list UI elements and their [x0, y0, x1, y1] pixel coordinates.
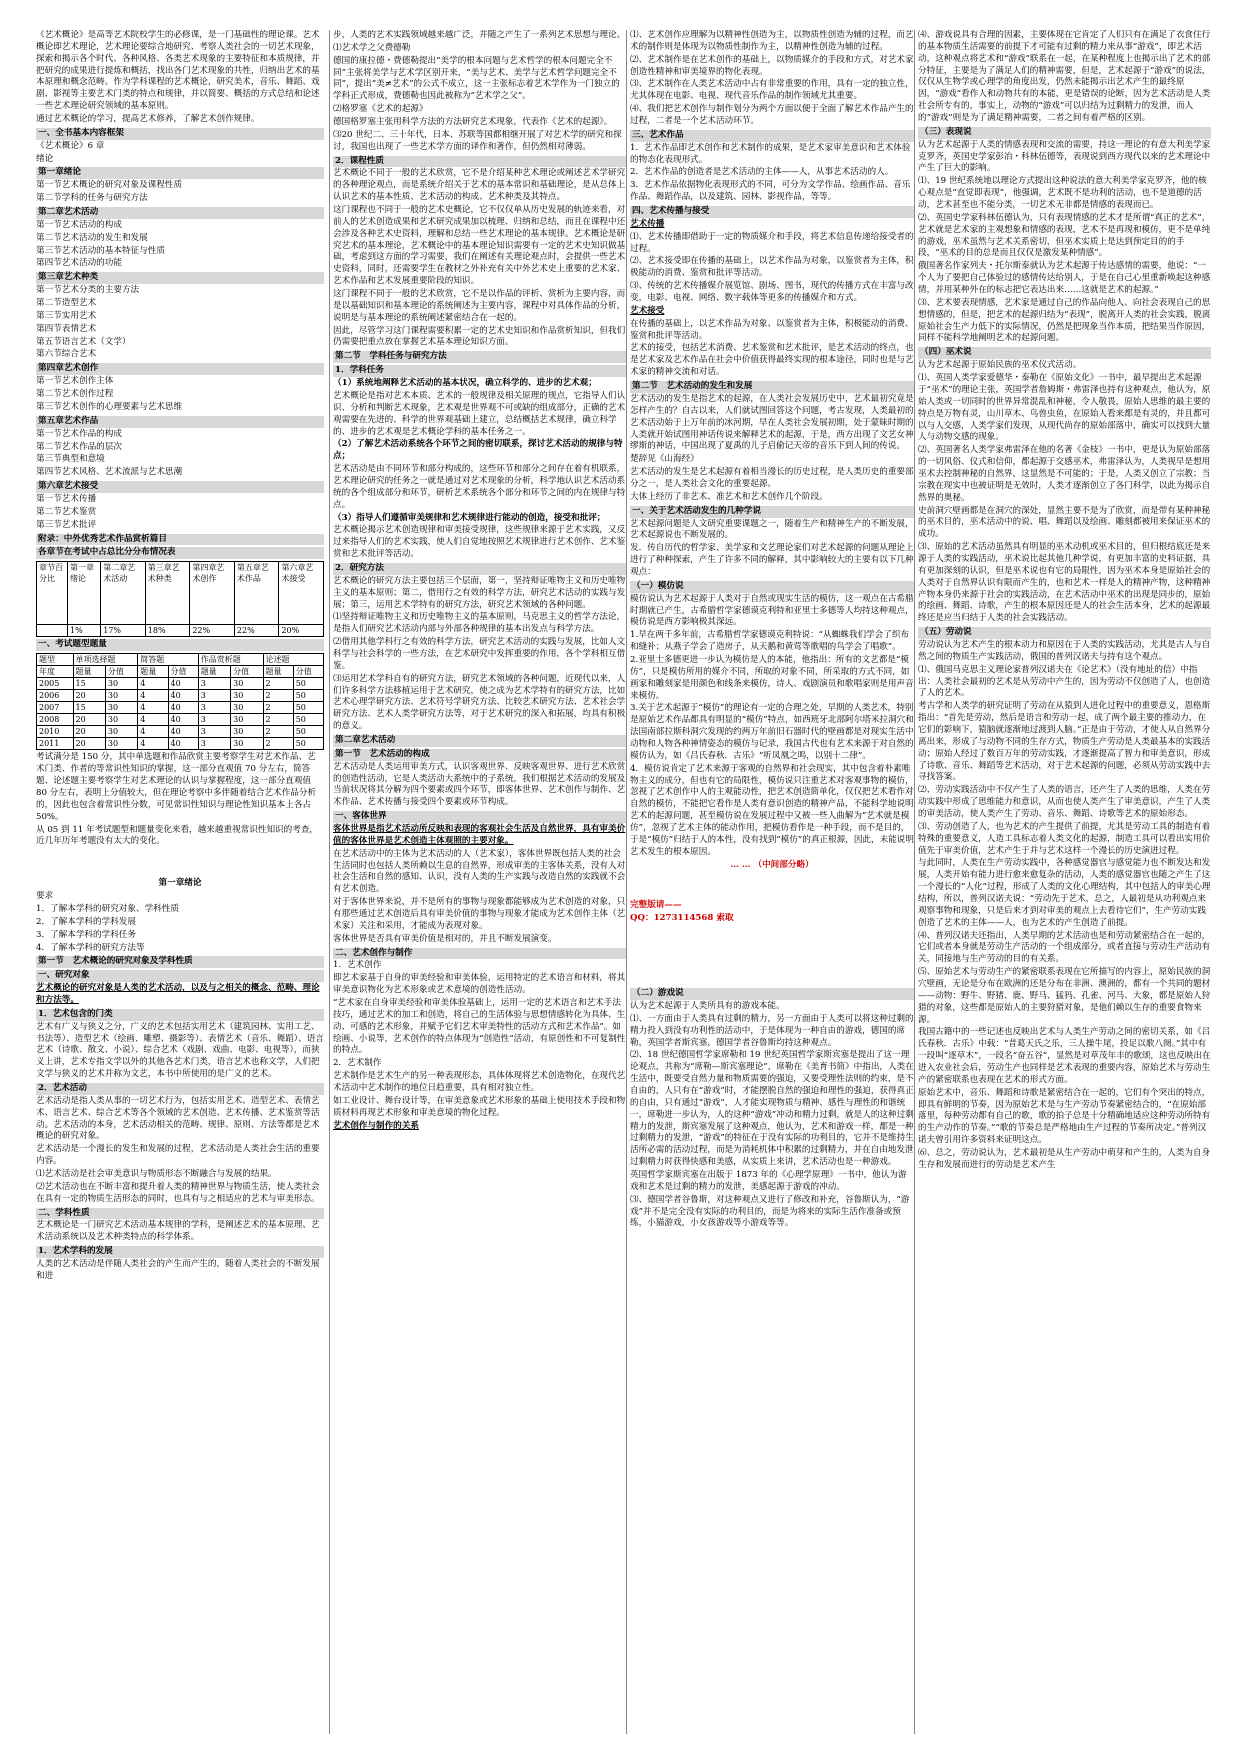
contact-line-2: QQ：1273114568 索取: [630, 913, 734, 924]
paragraph: 2.亚里士多德更进一步认为模仿是人的本能，他指出：所有的文艺都是“模仿”，只是模仿所用的媒介不同，所取的对象不同，所采取的方式不同，如画家和雕刻家是用颜色和线条来模仿，诗人、戏剧演员和歌唱家则是用声音来模仿。: [630, 654, 914, 701]
table-header-cell: 单项选择题: [73, 654, 138, 666]
table-header-cell: 分值: [105, 666, 137, 678]
table-cell: 40: [168, 702, 198, 714]
table-cell: 40: [168, 690, 198, 702]
table-cell: 2007: [37, 702, 74, 714]
subsection-heading: 艺术创作与制作的关系: [333, 1120, 419, 1131]
table-cell: 50: [293, 738, 323, 750]
paragraph: ⑷、普列汉诺夫还指出，人类早期的艺术活动也是和劳动紧密结合在一起的，它们或者本身就是劳动生产活动的一个组成部分，或者直接与劳动生产活动有关，同接地与生产劳动的目的有关系。: [918, 930, 1211, 965]
paragraph: 艺术活动的发生是艺术起源有着相当漫长的历史过程，是人类历史的重要部分之一，是人类社会文化的重要起源。: [630, 467, 914, 489]
paragraph: ⑶、传统的艺术传播媒介展览馆、剧场、图书，现代的传播方式在丰富与改变，电影、电视、网络、数字载体等更多的传播媒介和方式。: [630, 281, 914, 304]
table-cell: 30: [231, 702, 263, 714]
toc-chapter: 第四章艺术创作: [36, 363, 324, 375]
subsection-heading: 2．研究方法: [333, 563, 626, 575]
table-row: [37, 714, 324, 726]
paragraph: ⑵借用其他学科行之有效的科学方法，研究艺术活动的实践与发展，比如人文科学与社会科学的一些方法，在艺术研究中发挥重要的作用，各个学科相互借鉴。: [333, 637, 626, 671]
paragraph: ⑵、英国史学家科林伍德认为，只有表现情感的艺术才是所谓“真正的艺术”，艺术就是艺术家的主观想象和情感的表现，艺术不是再现和模仿，更不是单纯的游戏，巫术虽然与艺术关系密切，但巫术实质上是达到预定目的的手段，“巫术的目的总是而且仅仅是激发某种情感”。: [918, 212, 1211, 259]
paragraph: 德国格罗塞主张用科学方法的方法研究艺术现象，代表作《艺术的起源》。: [333, 117, 613, 128]
paragraph: ⑴艺术学之父费德勒: [333, 42, 411, 53]
table-cell: 4: [138, 726, 168, 738]
toc-item: 第二节造型艺术: [36, 298, 97, 309]
appendix-heading: 附录：中外优秀艺术作品赏析篇目: [36, 534, 324, 546]
paragraph: 3.关于艺术起源于“模仿”的理论有一定的合理之处，早期的人类艺术，特别是原始艺术作品都具有明显的“模仿”特点，如西班牙北部阿尔塔米拉洞穴和法国南部拉斯科洞穴发现的约两万年前旧石器时代的壁画都是对现实生活中动物和人物各种神情姿态的模仿与记录，我国古代也有艺术来源于对自然的模仿认为，如《吕氏春秋．古乐》“听凤凰之鸣，以别十二律”。: [630, 703, 914, 761]
subsection-heading: 1．学科任务: [333, 365, 626, 377]
subsection-heading: 2．课程性质: [333, 156, 626, 168]
table-header-cell: 第二章艺术活动: [101, 562, 146, 625]
paragraph: 2．艺术制作: [333, 1058, 382, 1069]
paragraph: “艺术家在自身审美经验和审美体验基础上，运用一定的艺术语言和艺术手法技巧，通过艺术的加工和创造，将自己的生活体验与思想情感转化为具体、生动、可感的艺术形象，并赋予它们艺术审美特性的活动方式和艺术作品”。如绘画、小说等，艺术创作的特点体现为“创造性”活动，有原创性和不可复制性的特点。: [333, 998, 626, 1056]
subsection-heading: 艺术传播: [630, 218, 665, 229]
table-cell: 40: [168, 726, 198, 738]
subsection-heading: 二、学科性质: [36, 1208, 324, 1220]
table-cell: 30: [231, 714, 263, 726]
section-heading: 第一节 艺术概论的研究对象及学科性质: [36, 956, 324, 968]
subsection-heading: 艺术接受: [630, 305, 665, 316]
toc-item: 第三节艺术创作的心理要素与艺术思维: [36, 401, 183, 412]
paragraph: ⑴、俄国马克思主义理论家普列汉诺夫在《论艺术》（没有地址的信）中指出：人类社会最初的艺术是从劳动中产生的，因为劳动不仅创造了人，也创造了人的艺术。: [918, 664, 1211, 699]
table-cell: 30: [231, 726, 263, 738]
table-header-cell: 分值: [293, 666, 323, 678]
table-cell: 4: [138, 678, 168, 690]
toc-item: 第二节学科的任务与研究方法: [36, 193, 148, 204]
table-cell: 4: [138, 690, 168, 702]
subsection-heading: 一、研究对象: [36, 970, 324, 982]
subsection-heading: （二）游戏说: [630, 988, 914, 1000]
paragraph: 认为艺术起源于人类的情感表现和交流的需要，持这一理论的有意大利美学家克罗齐，英国史学家彭冶・科林伍德等，表现说到西方现代以来的艺术理论中产生了巨大的影响。: [918, 139, 1211, 174]
table-cell: 18%: [145, 625, 190, 637]
paragraph: ⑵、艺术制作是在艺术创作的基础上，以物质媒介的手段和方式，对艺术家创造性精神和审美境界的物化表现。: [630, 54, 914, 77]
table-header-cell: 简答题: [138, 654, 198, 666]
paragraph: ⑶20 世纪二、三十年代，日本、苏联等国都相继开展了对艺术学的研究和探讨，我国也出现了一些艺术学方面的译作和著作，但仍然相对薄弱。: [333, 129, 622, 152]
paragraph: 艺术活动是指人类从事的一切艺术行为，包括实用艺术、造型艺术、表情艺术、语言艺术、综合艺术等各个领域的艺术创造、艺术传播、艺术鉴赏等活动。艺术活动的本身，艺术活动相关的范畴、规律、原则、方法等都是艺术概论的研究对象。: [36, 1095, 320, 1142]
table-header-cell: 论述题: [263, 654, 324, 666]
table-cell: 30: [105, 702, 137, 714]
toc-item: 第三节实用艺术: [36, 310, 97, 321]
paragraph: 艺术起源问题是人文研究重要课题之一，随着生产和精神生产的不断发展，艺术起源说也不断发展的。: [630, 518, 914, 541]
paragraph: 大体上经历了非艺术、准艺术和艺术创作几个阶段。: [630, 491, 828, 502]
table-cell: 50: [293, 714, 323, 726]
toc-item: 第一节艺术概论的研究对象及课程性质: [36, 180, 183, 191]
paragraph: 在艺术活动中的主体为艺术活动的人（艺术家），客体世界既包括人类的社会生活同时也包括人类所赖以生息的自然界，形成审美的主客体关系，没有人对社会生活和自然的感知、认识，没有人类的生产实践与改造自然的实践就不会有艺术创造。: [333, 848, 626, 895]
paragraph: 艺术活动的发生是指艺术的起源，在人类社会发展历史中，艺术最初究竟是怎样产生的？自古以来，人们就试图回答这个问题，考古发现，人类最初的艺术活动始于上万年前的冰河期，早在人类社会发展初期，处于蒙昧时期的人类就开始试图用神话传说来解释艺术的起源，于是，西方出现了文艺女神缪斯的神话，中国出现了夏禹的儿子启偷记天帝的音乐下到人间的传说。: [630, 393, 914, 452]
table-cell: 3: [198, 726, 230, 738]
table-header-cell: 第四章艺术创作: [190, 562, 235, 625]
table-corner-cell: 章节百分比: [37, 562, 68, 625]
paragraph: 这门课程也不同于一般的艺术史概论，它不仅仅单从历史发展的轨迹来看，对前人的艺术创造成果和艺术研究成果加以梳理、归纳和总结，而且在课程中还会涉及各种艺术史资料，理解和总结一些艺术理论的基本规律。艺术概论是研究艺术的基本理论，艺术概论中的基本理论知识需要有一定的艺术史知识做基础，考虑到这方面的学习需要，我们在阐述有关理论观点时，会提供一些艺术史资料，同时，还需要学生在教材之外补充有关中外艺术史上重要的艺术家、艺术作品和艺术发展重要阶段的知识。: [333, 205, 626, 287]
table-cell: 22%: [190, 625, 235, 637]
table-cell: 1%: [68, 625, 101, 637]
table-header-cell: 第一章绪论: [68, 562, 101, 625]
table-cell: 20: [73, 726, 105, 738]
paragraph: 如工业设计、舞台设计等，在审美意象或艺术形象的基础上使用技术手段和物质材料再现艺术形象和审美意境的物化过程。: [333, 1095, 626, 1118]
requirements-label: 要求: [36, 891, 54, 902]
requirement-item: 2．了解本学科的学科发展: [36, 916, 136, 927]
table-header-cell: 题型: [37, 654, 74, 666]
table-cell: 22%: [234, 625, 279, 637]
paragraph: ⑴、英国人类学家爱德华・泰勒在《原始文化》一书中，最早提出艺术起源于“巫术”的理论主张，英国学者詹姆斯・弗雷泽也持有这种观点，他认为，原始人类或一切同时的世界异常混乱和神秘，令人敬畏，原始人思维的最主要的特点是万物有灵，山川草木、鸟兽虫鱼，在原始人看来都是有灵的，并且都可以与人交感，人类学家们发现，从现代尚存的原始部落中，确实可以找到大量人与动物交感的现象。: [918, 373, 1211, 443]
table-cell: 2006: [37, 690, 74, 702]
toc-item: 第四节艺术活动的功能: [36, 258, 122, 269]
table-cell: 30: [105, 738, 137, 750]
section-heading: 一、全书基本内容框架: [36, 128, 324, 140]
paragraph: 德国的康拉德・费德勒提出“美学的根本问题与艺术哲学的根本问题完全不同”主张将美学与艺术学区别开来，“美与艺术、美学与艺术哲学问题完全不同”，提出“美≠艺术”的公式不成立，这一主张标志着艺术学作为一门独立的学科正式形成，费德勒也因此被称为“艺术学之父”。: [333, 55, 620, 102]
table-cell: 30: [105, 726, 137, 738]
bold-point: （1）系统地阐释艺术活动的基本状况，确立科学的、进步的艺术观；: [333, 378, 597, 389]
column-2: [329, 30, 626, 1734]
paragraph: 艺术活动是人类运用审美方式，认识客观世界、反映客观世界、进行艺术欣赏的创造性活动，它是人类活动大系统中的子系统，我们根据艺术活动的发展及当前状况将其分解为四个要素或四个环节，即客体世界、艺术创作与制作、艺术作品、艺术传播与接受四个要素或环节构成。: [333, 761, 626, 808]
table-cell: 4: [138, 714, 168, 726]
paragraph: 英国哲学家斯宾塞在出版于 1873 年的《心理学原理》一书中，他认为游戏和艺术是过剩的精力的发泄，美感起源于游戏的冲动。: [630, 1170, 907, 1192]
paragraph: 即艺术家基于自身的审美经验和审美体验，运用特定的艺术语言和材料，将其审美意识物化为艺术形象或艺术意境的创造性活动。: [333, 973, 626, 996]
paragraph: ⑴、一方面由于人类具有过剩的精力，另一方面由于人类可以将这种过剩的精力投入到没有功利性的活动中，于是体现为一种自由的游戏，德国的席勒，英国学者斯宾塞，德国学者谷鲁斯均持这种观点。: [630, 1013, 914, 1048]
paragraph: ⑴、19 世纪系统地以理论方式提出这种说法的意大利美学家克罗齐，他的核心观点是“直觉即表现”，他强调，艺术既不是功利的活动，也不是道德的活动，艺术甚至也不能分类，一切艺术无非都是情感的表现而已。: [918, 176, 1207, 211]
subsection-heading: 2．艺术活动: [36, 1083, 324, 1095]
requirements-list: [36, 904, 324, 954]
paragraph: ⑶、原始的艺术活动虽然具有明显的巫术动机或巫术目的，但归根结底还是来源于人类的实践活动，巫术说比起其他几种学说，有更加丰富的史料证据，具有更加深刻的认识，但是巫术说也有它的局限性，因为巫术本身是原始社会的人类对于自然界认识有限而产生的，也和艺术一样是人的精神产物，这种精神产物本身仍来源于社会的实践活动，在艺术活动中巫术的出现是同步的，原始的绘画、舞蹈、诗歌，产生的根本原因还是人的社会生活本身，艺术的起源最终还是应当归结于人类的社会实践活动。: [918, 542, 1211, 624]
table-cell: 30: [105, 678, 137, 690]
toc-item: 第二节艺术创作过程: [36, 389, 114, 400]
subsection-heading: （一）模仿说: [630, 581, 914, 593]
toc-item: 第一节艺术创作主体: [36, 376, 114, 387]
table-cell: 2: [263, 690, 293, 702]
definition: 客体世界是指艺术活动所反映和表现的客观社会生活及自然世界，具有审美价值的客体世界是艺术创造主体观照的主要对象。: [333, 824, 626, 846]
paragraph: 艺术概论不同于一般的艺术欣赏，它不是介绍某种艺术理论或阐述艺术学研究的各种理论观点，而是系统介绍关于艺术的基本常识和基础理论，是从总体上认识艺术的基本性质、艺术活动的构成、艺术种类及其特点。: [333, 168, 626, 203]
table-cell: 2: [263, 726, 293, 738]
table-header-cell: 第六章艺术接受: [279, 562, 324, 625]
paragraph: ⑴艺术活动是社会审美意识与物质形态不断融合与发展的结果。: [36, 1169, 277, 1180]
paragraph: 考古学和人类学的研究证明了劳动在从猿到人进化过程中的重要意义，恩格斯指出：“首先是劳动，然后是语言和劳动一起，成了两个最主要的推动力，在它们的影响下，猿脑就逐渐地过渡到人脑。”正是由于劳动，才使人从自然界分离出来，形成了与动物不同的生存方式，物质生产劳动是人类最基本的实践活动；原始人经过了数百万年的劳动实践，才逐渐提高了智力和审美意识，形成了诗歌、音乐、舞蹈等艺术活动，对于艺术起源的问题，必须从劳动实践中去寻找答案。: [918, 701, 1211, 783]
table-cell: 2: [263, 714, 293, 726]
toc-item: 第二节艺术活动的发生和发展: [36, 232, 148, 243]
paragraph: 1.早在两千多年前，古希腊哲学家德谟克利特说：“从蜘蛛我们学会了织布和缝补；从燕子学会了造房子，从天鹅和黄莺等歌唱的鸟学会了唱歌”。: [630, 630, 910, 653]
chapter-heading: 第二章艺术活动: [333, 735, 626, 747]
exam-paragraph: 考试满分是 150 分，其中单选题和作品欣赏主要考察学生对艺术作品、艺术门类、作者的等常识性知识的掌握，这一部分直观值 70 分左右，简答题、论述题主要考察学生对艺术理论的认识与掌握程度，这一部分直观值 80 分左右，表明上分值较大，但在理论考察中多伴随着结合艺术作品分析的，因此也包含着常识性分数，可见常识性知识与理论性知识基本上各占 50%。: [36, 752, 317, 822]
paragraph: ⑷、我们把艺术创作与制作划分为两个方面以便于全面了解艺术作品产生的过程，二者是一个艺术活动环节。: [630, 104, 914, 127]
requirement-item: 4．了解本学科的研究方法等: [36, 942, 145, 953]
table-cell: 50: [293, 702, 323, 714]
table-cell: 2: [263, 702, 293, 714]
table-row: [37, 738, 324, 750]
table-cell: 20: [73, 690, 105, 702]
exam-paragraph-2: 从 05 到 11 年考试题型和题量变化来看，越来越重视常识性知识的考查，近几年历年考题没有太大的变化。: [36, 824, 319, 847]
table-header-cell: 分值: [231, 666, 263, 678]
paragraph: 与此同时，人类在生产劳动实践中，各种感觉器官与感觉能力也不断发达和发展，人类开始有能力进行愈来愈复杂的活动，人类的感觉器官也随之产生了这一个漫长的“人化”过程，形成了人类的文化心理结构，其中包括人的审美心理结构，所以，普列汉诺夫说：“劳动先于艺术，总之，人最初是从功利观点来观察事物和现象，只是后来才到对审美的观点上去看待它们”，生产劳动实践创造了艺术的主体——人，也为艺术的产生创造了前提。: [918, 858, 1211, 928]
table-header-cell: 题量: [198, 666, 230, 678]
paragraph: ⑷、游戏说具有合理的因素，主要体现在它肯定了人们只有在满足了衣食住行的基本物质生活需要的前提下才可能有过剩的精力来从事“游戏”，即艺术活动，这种观点将艺术和“游戏”联系在一起，在某种程度上也揭示出了艺术的部分特征，主要是为了满足人们的精神需要，但是，艺术起源于“游戏”的说法，仅仅从生物学或心理学的角度出发，仍然未能揭示出艺术产生的最终原因，“游戏”看作人和动物共有的本能，更是错误的论断，因为艺术活动是人类社会所专有的，事实上，动物的“游戏”可以归结为过剩精力的发泄，而人的“游戏”则是为了满足精神需要，二者之间有着严格的区别。: [918, 30, 1211, 124]
toc-chapter: 第五章艺术作品: [36, 416, 324, 428]
table-cell: 2005: [37, 678, 74, 690]
subsection-heading: 一、客体世界: [333, 811, 626, 823]
table-cell: 20: [73, 738, 105, 750]
paragraph: 模仿说认为艺术起源于人类对于自然或现实生活的模仿，这一观点在古希腊时期就已产生，古希腊哲学家德谟克利特和亚里士多德等人均持这种观点，模仿说是西方影响极其深远。: [630, 593, 914, 628]
toc-item: 第三节典型和意境: [36, 454, 105, 465]
column-3: [626, 30, 914, 1734]
table-cell: [37, 625, 68, 637]
toc-item: 第四节表情艺术: [36, 323, 97, 334]
table-cell: 2008: [37, 714, 74, 726]
paragraph: 客体世界是否具有审美价值是相对的，并且不断发展演变。: [333, 933, 557, 944]
definition: 艺术概论的研究对象是人类的艺术活动，以及与之相关的概念、范畴、理论和方法等。: [36, 983, 320, 1005]
paragraph: ⑶运用艺术学科自有的研究方法，研究艺术领域的各种问题，近现代以来，人们许多科学方法移植运用于艺术研究，使之成为艺术学特有的研究方法，比如艺术心理学研究方法、艺术符号学研究方法、比较艺术研究方法、艺术社会学研究方法、艺术人类学研究方法等，对于艺术研究的深入和拓展，均具有积极的意义。: [333, 673, 626, 732]
requirement-item: 3．了解本学科的学科任务: [36, 929, 136, 940]
subsection-heading: 四、艺术传播与接受: [630, 206, 914, 218]
paragraph: 这门课程不同于一般的艺术欣赏，它不是以作品的评析、赏析为主要内容，而是以基础知识和基本理论的系统阐述为主要内容，课程中对具体作品的分析，说明是与基本理论的系统阐述紧密结合在一起的。: [333, 289, 626, 323]
paragraph: ⑵、英国著名人类学家弗雷泽在他的名著《金枝》一书中，更是认为原始部落的一切风俗、仪式和信仰，都起源于交感巫术，弗雷泽认为，人类视早是想用巫术去控制神秘的自然界，这显然是不可能的；于是，人类又创立了宗教；当宗教在现实中也被证明是无效时，人类才逐渐创立了各门科学，以此为揭示自然界的奥秘。: [918, 445, 1211, 503]
section-heading: 第二节 学科任务与研究方法: [333, 351, 626, 363]
score-distribution-table: [36, 561, 324, 637]
paragraph: 认为艺术起源于原始民族的巫术仪式活动。: [918, 360, 1082, 371]
table-cell: 30: [231, 678, 263, 690]
toc-item: 绪论: [36, 153, 54, 164]
toc-item: 第三节艺术批评: [36, 519, 97, 530]
subsection-heading: 三、艺术作品: [630, 130, 914, 142]
section-heading: 第二节 艺术活动的发生和发展: [630, 381, 914, 393]
table-cell: 4: [138, 702, 168, 714]
paragraph: 劳动说认为艺术产生的根本动力和原因在于人类的实践活动，尤其是古人与自然之间的物质生产实践活动，俄国的普列汉诺夫与持有这个观点。: [918, 639, 1211, 662]
toc-chapter: 第六章艺术接受: [36, 481, 324, 493]
paragraph: 艺术的接受，包括艺术消费、艺术鉴赏和艺术批评，是艺术活动的终点，也是艺术家及艺术作品在社会中价值获得最终实现的根本途径，同时也是与艺术家的精神交流和对话。: [630, 343, 914, 378]
bold-point: （3）指导人们遵循审美规律和艺术规律进行能动的创造，接受和批评；: [333, 512, 606, 523]
exam-types-table: [36, 653, 324, 750]
table-cell: 15: [73, 678, 105, 690]
table-cell: 30: [105, 690, 137, 702]
toc-item: 第六节综合艺术: [36, 349, 97, 360]
book-title: 《艺术概论》6 章: [36, 140, 105, 151]
paragraph: 艺术概论揭示艺术创造规律和审美接受规律，这些规律来源于艺术实践，又反过来指导人们的艺术实践，使人们自觉地按照艺术规律进行艺术创作、艺术鉴赏和艺术批评等活动。: [333, 525, 626, 560]
paragraph: 艺术制作是艺术生产的另一种表现形态，具体体现将艺术创造物化，在现代艺术活动中艺术制作的地位日趋重要，具有相对独立性。: [333, 1071, 626, 1094]
paragraph: 艺术概论是一门研究艺术活动基本规律的学科，是阐述艺术的基本原理、艺术活动系统以及艺术种类特点的科学体系。: [36, 1220, 320, 1243]
subsection-heading: （五）劳动说: [918, 627, 1211, 639]
subsection-heading: 二、艺术创作与制作: [333, 948, 626, 960]
paragraph: ⑹、总之，劳动说认为，艺术最初是从生产劳动中萌芽和产生的，人类为自身生存和发展而进行的劳动是艺术产生: [918, 1148, 1211, 1170]
toc-item: 第一节艺术作品的构成: [36, 428, 122, 439]
requirement-item: 1．了解本学科的研究对象、学科性质: [36, 903, 179, 914]
table-cell: 50: [293, 690, 323, 702]
table-cell: 3: [198, 738, 230, 750]
paragraph: 艺术活动是一个漫长的发生和发展的过程，艺术活动是人类社会生活的重要内容。: [36, 1144, 320, 1167]
exam-types-title: 一、考试题型题量: [36, 639, 324, 651]
paragraph: ⑶、艺术要表现情感，艺术家是通过自己的作品向他人、向社会表现自己的思想情感的，但是，把艺术的起源归结为“表现”，脱离开人类的社会实践，脱离原始社会生产力低下的实际情况，仍然是把现象当作本质，把结果当作原因，同样不能科学地阐明艺术的起源问题。: [918, 297, 1211, 344]
paragraph: 1．艺术作品即艺术创作和艺术制作的成果，是艺术家审美意识和艺术体验的物态化表现形式。: [630, 142, 911, 165]
subsection-heading: （三）表现说: [918, 127, 1211, 139]
table-cell: 50: [293, 678, 323, 690]
subsection-heading: 一、关于艺术活动发生的几种学说: [630, 506, 914, 518]
paragraph: ⑶、德国学者谷鲁斯，对这种观点又进行了修改和补充，谷鲁斯认为，“游戏”并不是完全没有实际的功利目的，而是为将来的实际生活作准备或预练，小猫游戏，小女孩游戏等小游戏等等。: [630, 1194, 910, 1229]
table-cell: 15: [73, 702, 105, 714]
toc-item: 第一节艺术分类的主要方法: [36, 285, 140, 296]
paragraph: ⑵、劳动实践活动中不仅产生了人类的语言，还产生了人类的思维，人类在劳动实践中形成了思维能力和意识，从而也使人类产生了审美意识，产生了人类的审美活动，使人类产生了劳动、音乐、舞蹈、诗歌等艺术的原始形态。: [918, 785, 1211, 819]
paragraph: 原始艺术中，音乐、舞蹈和诗歌是紧密结合在一起的，它们有个突出的特点，即具有鲜明的节奏，因为原始艺术是与生产劳动节奏紧密结合的，“在原始部落里，每种劳动都有自己的歌，歌的拍子总是十分精确地适应这种劳动所特有的生产动作的节奏。”“歌的节奏总是严格地由生产过程的节奏所决定。”普列汉诺夫曾引用许多资料来证明这点。: [918, 1087, 1211, 1146]
paragraph: 2．艺术作品的创造者是艺术活动的主体——人，从事艺术活动的人。: [630, 167, 894, 178]
paragraph: ⑵格罗塞《艺术的起源》: [333, 104, 428, 115]
paragraph: 俄国著名作家列夫・托尔斯泰就认为艺术起源于传达感情的需要，他说：“一个人为了要把自己体验过的感情传达给别人，于是在自己心里重新唤起这种感情，并用某种外在的标志把它表达出来……这就是艺术的起源。”: [918, 261, 1211, 296]
paragraph: ⑶、劳动创造了人，也为艺术的产生提供了前提，尤其是劳动工具的制造有着特殊的重要意义，人造工具标志着人类文化的起源，制造工具可以看出实用价值先于审美价值，艺术产生于并与艺术这样一个漫长的历史演进过程。: [918, 821, 1211, 856]
distribution-table-title: 各章节在考试中占总比分分布情况表: [36, 547, 324, 559]
table-cell: 50: [293, 726, 323, 738]
toc-chapter: 第二章艺术活动: [36, 207, 324, 219]
paragraph: 我国古籍中的一些记述也反映出艺术与人类生产劳动之间的密切关系，如《吕氏春秋．古乐》中载：“昔葛天氏之乐，三人操牛尾，投足以歌八阕。”其中有一段叫“逐草木”，一段名“奋五谷”，显然是对草茂年丰的歌颂，这也反映出在进入农业社会后，劳动生产也同样是艺术表现的重要内容，原始艺术与劳动生产的紧密联系也表现在艺术的形式方面。: [918, 1027, 1211, 1085]
table-row: [37, 702, 324, 714]
toc-item: 第一节艺术传播: [36, 493, 97, 504]
table-header-cell: 作品赏析题: [198, 654, 263, 666]
table-header-cell: 第五章艺术作品: [234, 562, 279, 625]
paragraph: ⑵艺术活动也在不断丰富和提升着人类的精神世界与物质生活，使人类社会在具有一定的物质生活形态的同时，也具有与之相适应的艺术与审美形态。: [36, 1181, 320, 1204]
table-row: [37, 690, 324, 702]
table-header-cell: 题量: [73, 666, 105, 678]
table-header-cell: 年度: [37, 666, 74, 678]
paragraph: 因此，尽管学习这门课程需要积累一定的艺术史知识和作品赏析知识，但我们仍需要把重点放在掌握艺术基本理论知识方面。: [333, 325, 626, 348]
toc-item: 第四节艺术风格、艺术流派与艺术思潮: [36, 467, 183, 478]
table-cell: 17%: [101, 625, 146, 637]
table-cell: 2: [263, 738, 293, 750]
toc-item: 第五节语言艺术（文学）: [36, 336, 131, 347]
paragraph: 3．艺术作品依据物化表现形式的不同，可分为文学作品、绘画作品、音乐作品、舞蹈作品，以及建筑、园林、影视作品，等等。: [630, 180, 911, 203]
toc-chapter: 第一章绪论: [36, 167, 324, 179]
subsection-heading: 1．艺术学科的发展: [36, 1246, 324, 1258]
table-cell: 2011: [37, 738, 74, 750]
table-cell: 40: [168, 738, 198, 750]
paragraph: 在传播的基础上，以艺术作品为对象、以鉴赏者为主体，积极能动的消费、鉴赏和批评等活动。: [630, 318, 914, 341]
section-heading: 第一节 艺术活动的构成: [333, 749, 626, 761]
table-cell: 3: [198, 690, 230, 702]
subsection-heading: （四）巫术说: [918, 347, 1211, 359]
paragraph: ⑴、艺术创作应理解为以精神性创造为主，以物质性创造为辅的过程，而艺术的制作则是体现为以物质性制作为主，以精神性创造为辅的过程。: [630, 30, 914, 52]
toc-chapter: 第三章艺术种类: [36, 272, 324, 284]
paragraph: ⑵、18 世纪德国哲学家席勒和 19 世纪英国哲学家斯宾塞是提出了这一理论观点，共称为“席勒—斯宾塞理论”，席勒在《美育书简》中指出，人类在生活中，既要受自然力量和物质需要的强迫，又要受理性法则的约束，是不自由的，人只有在“游戏”时，才能摆脱自然的强迫和理性的强迫，获得真正的自由，只有通过“游戏”，人才能实现物质与精神、感性与理性的和谐统一，席勒进一步认为，人的这种“游戏”冲动和精力过剩，就是人的这种过剩精力的发泄，斯宾塞发展了这种观点，他认为，艺术和游戏一样，都是一种过剩精力的发泄，“游戏”的特征在于没有实际的功利目的，它并不是维持生活所必需的活动过程，而是为消耗机体中积累的过剩精力，并在自由地发泄过剩精力时获得快感和美感，从实质上来讲，艺术活动也是一种游戏。: [630, 1050, 914, 1168]
omitted-note: … … （中间部分略）: [730, 859, 814, 870]
table-cell: 4: [138, 738, 168, 750]
intro-paragraph: 《艺术概论》是高等艺术院校学生的必修课，是一门基础性的理论课。艺术概论即艺术理论，艺术理论要综合地研究、考察人类社会的一切艺术现象，探索和揭示各个时代、各种风格、各类艺术现象的主要特征和本质规律，并把研究的成果进行提炼和概括，找出各门艺术现象的共性，归纳出艺术的基本原理和概念范畴。作为学科课程的艺术概论，研究美术，音乐、舞蹈、戏剧、影视等主要艺术门类的特点和规律，并以简要、概括的方式总结和论述一些艺术理论研究领域的基本原则。: [36, 30, 320, 112]
table-header-cell: 题量: [263, 666, 293, 678]
table-row: [37, 678, 324, 690]
paragraph: 4．模仿说肯定了艺术来源于客观的自然界和社会现实，其中包含着朴素唯物主义的成分，但也有它的局限性，模仿说只注重艺术对客观事物的模仿，忽视了艺术创作中人的主观能动性，把艺术创造简单化，仅仅把艺术看作对自然的模仿，不能把它看作是人类有意识创造的精神产品，不能科学地说明艺术的起源问题，甚至模仿说在发展过程中又被一些人曲解为“艺术就是模仿”，忽视了艺术主体的能动作用，把模仿看作是一种手段，而不是目的，于是“模仿”归结于人的本性，没有找到“模仿”的真正根源，因此，未能说明艺术发生的根本原因。: [630, 763, 914, 857]
table-cell: 40: [168, 714, 198, 726]
contact-line-1: 完整版请——: [630, 900, 682, 911]
table-of-contents: [36, 154, 324, 532]
paragraph: 1．艺术创作: [333, 960, 382, 971]
paragraph: ⑴、艺术传播即借助于一定的物质媒介和手段，将艺术信息传递给接受者的过程。: [630, 231, 914, 254]
subsection-heading: 1．艺术包含的门类: [36, 1009, 324, 1021]
table-header-cell: 题量: [138, 666, 168, 678]
table-cell: 30: [231, 738, 263, 750]
table-cell: 30: [231, 690, 263, 702]
table-cell: 30: [105, 714, 137, 726]
paragraph: 艺术有广义与狭义之分，广义的艺术包括实用艺术（建筑园林、实用工艺、书法等）、造型艺术（绘画、雕塑、摄影等）、表情艺术（音乐、舞蹈）、语言艺术（诗歌、散文、小说）、综合艺术（戏剧、戏曲、电影、电视等），而狭义上讲，艺术专指文学以外的其他各艺术门类，语言艺术也称文学，人们把文学与狭义的艺术并称为文艺，本书中所使用的是广义的艺术。: [36, 1021, 324, 1080]
intro-paragraph-2: 通过艺术概论的学习，提高艺术修养，了解艺术创作规律。: [36, 114, 260, 125]
chapter-heading: 第一章绪论: [158, 878, 202, 889]
paragraph: 艺术概论的研究方法主要包括三个层面，第一，坚持辩证唯物主义和历史唯物主义的基本原则；第二，借用行之有效的科学方法，研究艺术活动的实践与发展；第三，运用艺术学特有的研究方法，研究艺术领域的各种问题。: [333, 575, 626, 610]
table-row: [37, 726, 324, 738]
column-4: [914, 30, 1211, 1734]
toc-item: 第二节艺术作品的层次: [36, 441, 122, 452]
table-cell: 3: [198, 714, 230, 726]
paragraph: 发．传自历代的哲学家、美学家和文艺理论家们对艺术起源的问题从理论上进行了种种探索，产生了许多不同的解释，其中影响较大的主要有以下几种观点：: [630, 543, 914, 577]
table-header-cell: 分值: [168, 666, 198, 678]
table-cell: 20: [73, 714, 105, 726]
paragraph: ⑶、艺术制作在人类艺术活动中占有非常重要的作用，具有一定的独立性，尤其体现在电影、电视、现代音乐作品的制作领域尤其重要。: [630, 79, 914, 102]
paragraph: 艺术概论是指对艺术本质、艺术的一般规律及相关原理的规点，它指导人们认识、分析和判断艺术现象，艺术观是世界观不可或缺的组成部分，正确的艺术观需要在先进的、科学的世界观基础上建立，总结概括艺术规律，确立科学的、进步的艺术观是艺术概论学科的基本任务之一。: [333, 390, 626, 437]
paragraph: 人类的艺术活动是伴随人类社会的产生而产生的，随着人类社会的不断发展和进: [36, 1259, 320, 1281]
paragraph: 认为艺术起源于人类所具有的游戏本能。: [630, 1001, 785, 1012]
table-cell: 3: [198, 678, 230, 690]
table-header-cell: 第三章艺术种类: [145, 562, 190, 625]
paragraph: ⑵、艺术接受即在传播的基础上，以艺术作品为对象，以鉴赏者为主体，积极能动的消费、鉴赏和批评等活动。: [630, 256, 914, 279]
toc-item: 第二节艺术鉴赏: [36, 506, 97, 517]
table-cell: 2010: [37, 726, 74, 738]
paragraph: 艺术活动是由不同环节和部分构成的，这些环节和部分之间存在着有机联系，艺术理论研究的任务之一就是通过对艺术现象的分析，科学地认识艺术活动系统的各个组成部分和环节，研析艺术系统各个部分和环节之间的内在规律与特点。: [333, 464, 626, 510]
table-cell: 3: [198, 702, 230, 714]
paragraph: 楚辞见《山海经》: [630, 454, 699, 465]
paragraph: 对于客体世界来说，并不是所有的事物与现象都能够成为艺术创造的对象，只有那些通过艺术创造后具有审美价值的事物与现象才能成为艺术创作主体（艺术家）关注和采用，才能成为表现对象。: [333, 897, 626, 931]
table-cell: 20%: [279, 625, 324, 637]
paragraph: 史前洞穴壁画都是在洞穴的深处，显然主要不是为了欣赏，而是带有某种神秘的巫术目的，巫术活动中的说、唱、舞蹈以及绘画、雕刻都被用来保证巫术的成功。: [918, 505, 1211, 540]
toc-item: 第三节艺术活动的基本特征与性质: [36, 245, 165, 256]
paragraph: ⑸、原始艺术与劳动生产的紧密联系表现在它所描写的内容上，原始民族的洞穴壁画，无论是分布在欧洲的还是分布在非洲、澳洲的，都有一个共同的题材——动物：野牛、野猪、鹿、野马、猛犸、孔雀、河马、大象，都是原始人狩猎的对象，这些都是原始人的主要狩猎对象，是他们赖以生存的重要食物来源。: [918, 967, 1211, 1025]
paragraph: 步，人类的艺术实践领域越来越广泛，并随之产生了一系列艺术思想与理论。: [333, 30, 626, 40]
bold-point: （2）了解艺术活动系统各个环节之间的密切联系，探讨艺术活动的规律与特点；: [333, 439, 623, 462]
paragraph: ⑴坚持辩证唯物主义和历史唯物主义的基本原则，马克思主义的哲学方法论，是指人们研究艺术活动内部与外部各种规律的基本出发点与科学方法。: [333, 612, 626, 635]
table-cell: 40: [168, 678, 198, 690]
column-1: [36, 30, 324, 1734]
toc-item: 第一节艺术活动的构成: [36, 219, 122, 230]
table-cell: 2: [263, 678, 293, 690]
